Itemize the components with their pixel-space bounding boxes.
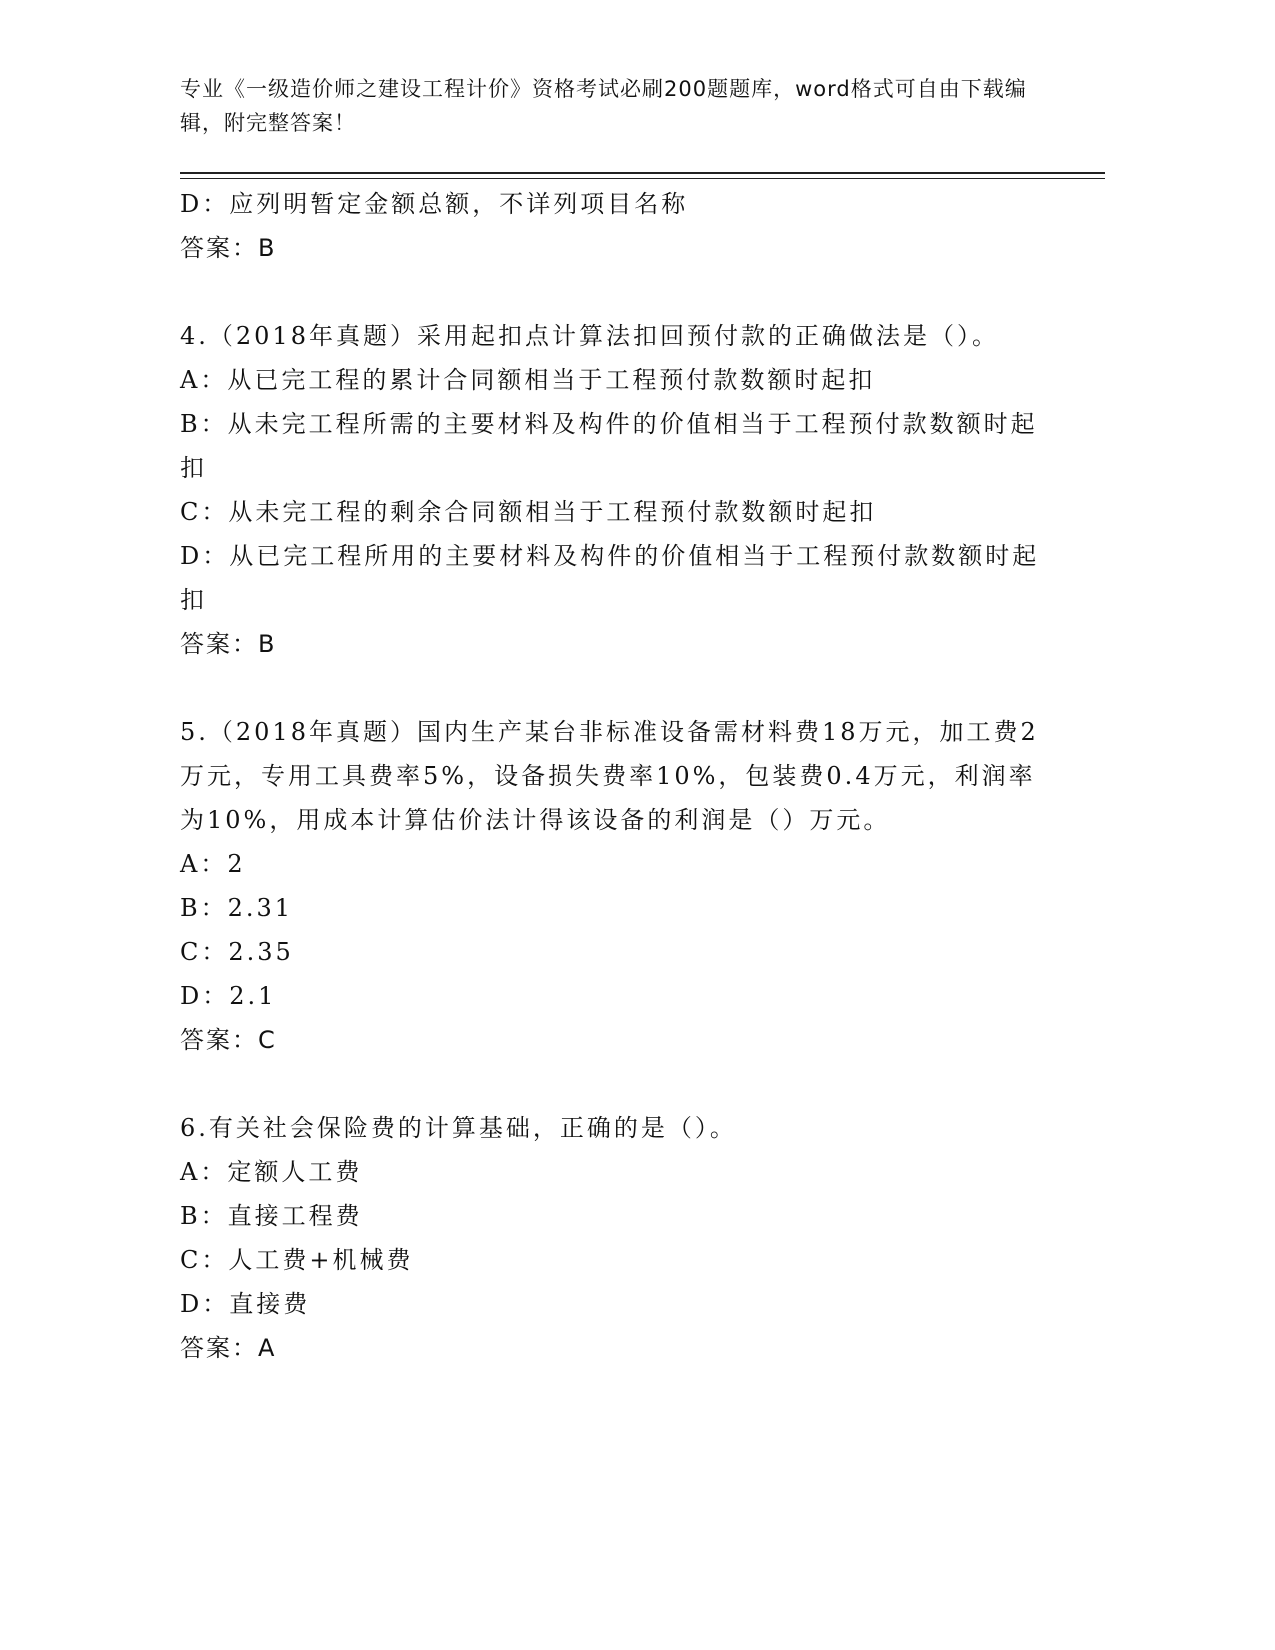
q5-option-a: A：2 xyxy=(180,850,246,878)
q6-answer: 答案：A xyxy=(180,1334,277,1362)
header-rule-thin xyxy=(180,178,1105,179)
question-list xyxy=(180,182,1040,1370)
q3-answer: 答案：B xyxy=(180,234,277,262)
document-header: 专业《一级造价师之建设工程计价》资格考试必刷200题题库，word格式可自由下载编辑，附完整答案！ xyxy=(180,77,1027,135)
q5-question: 5.（2018年真题）国内生产某台非标准设备需材料费18万元，加工费2万元，专用工具费率5%，设备损失费率10%，包装费0.4万元，利润率为10%，用成本计算估价法计得该设备的利润是（）万元。 xyxy=(180,718,1039,834)
question-4 xyxy=(180,314,1040,666)
q6-option-b: B：直接工程费 xyxy=(180,1202,363,1230)
q3-option-d: D：应列明暂定金额总额，不详列项目名称 xyxy=(180,190,689,218)
question-3-tail xyxy=(180,182,1040,270)
q4-answer: 答案：B xyxy=(180,630,277,658)
q5-answer: 答案：C xyxy=(180,1026,277,1054)
q6-question: 6.有关社会保险费的计算基础，正确的是（）。 xyxy=(180,1114,737,1142)
q5-option-b: B：2.31 xyxy=(180,894,294,922)
q4-option-c: C：从未完工程的剩余合同额相当于工程预付款数额时起扣 xyxy=(180,498,877,526)
q4-option-a: A：从已完工程的累计合同额相当于工程预付款数额时起扣 xyxy=(180,366,876,394)
q6-option-a: A：定额人工费 xyxy=(180,1158,363,1186)
q4-option-d: D：从已完工程所用的主要材料及构件的价值相当于工程预付款数额时起扣 xyxy=(180,542,1040,614)
q4-option-b: B：从未完工程所需的主要材料及构件的价值相当于工程预付款数额时起扣 xyxy=(180,410,1038,482)
q6-option-c: C：人工费+机械费 xyxy=(180,1246,414,1274)
q5-option-c: C：2.35 xyxy=(180,938,294,966)
question-5 xyxy=(180,710,1040,1062)
q6-option-d: D：直接费 xyxy=(180,1290,311,1318)
q4-question: 4.（2018年真题）采用起扣点计算法扣回预付款的正确做法是（）。 xyxy=(180,322,999,350)
header-rule-thick xyxy=(180,172,1105,174)
q5-option-d: D：2.1 xyxy=(180,982,277,1010)
question-6 xyxy=(180,1106,1040,1370)
